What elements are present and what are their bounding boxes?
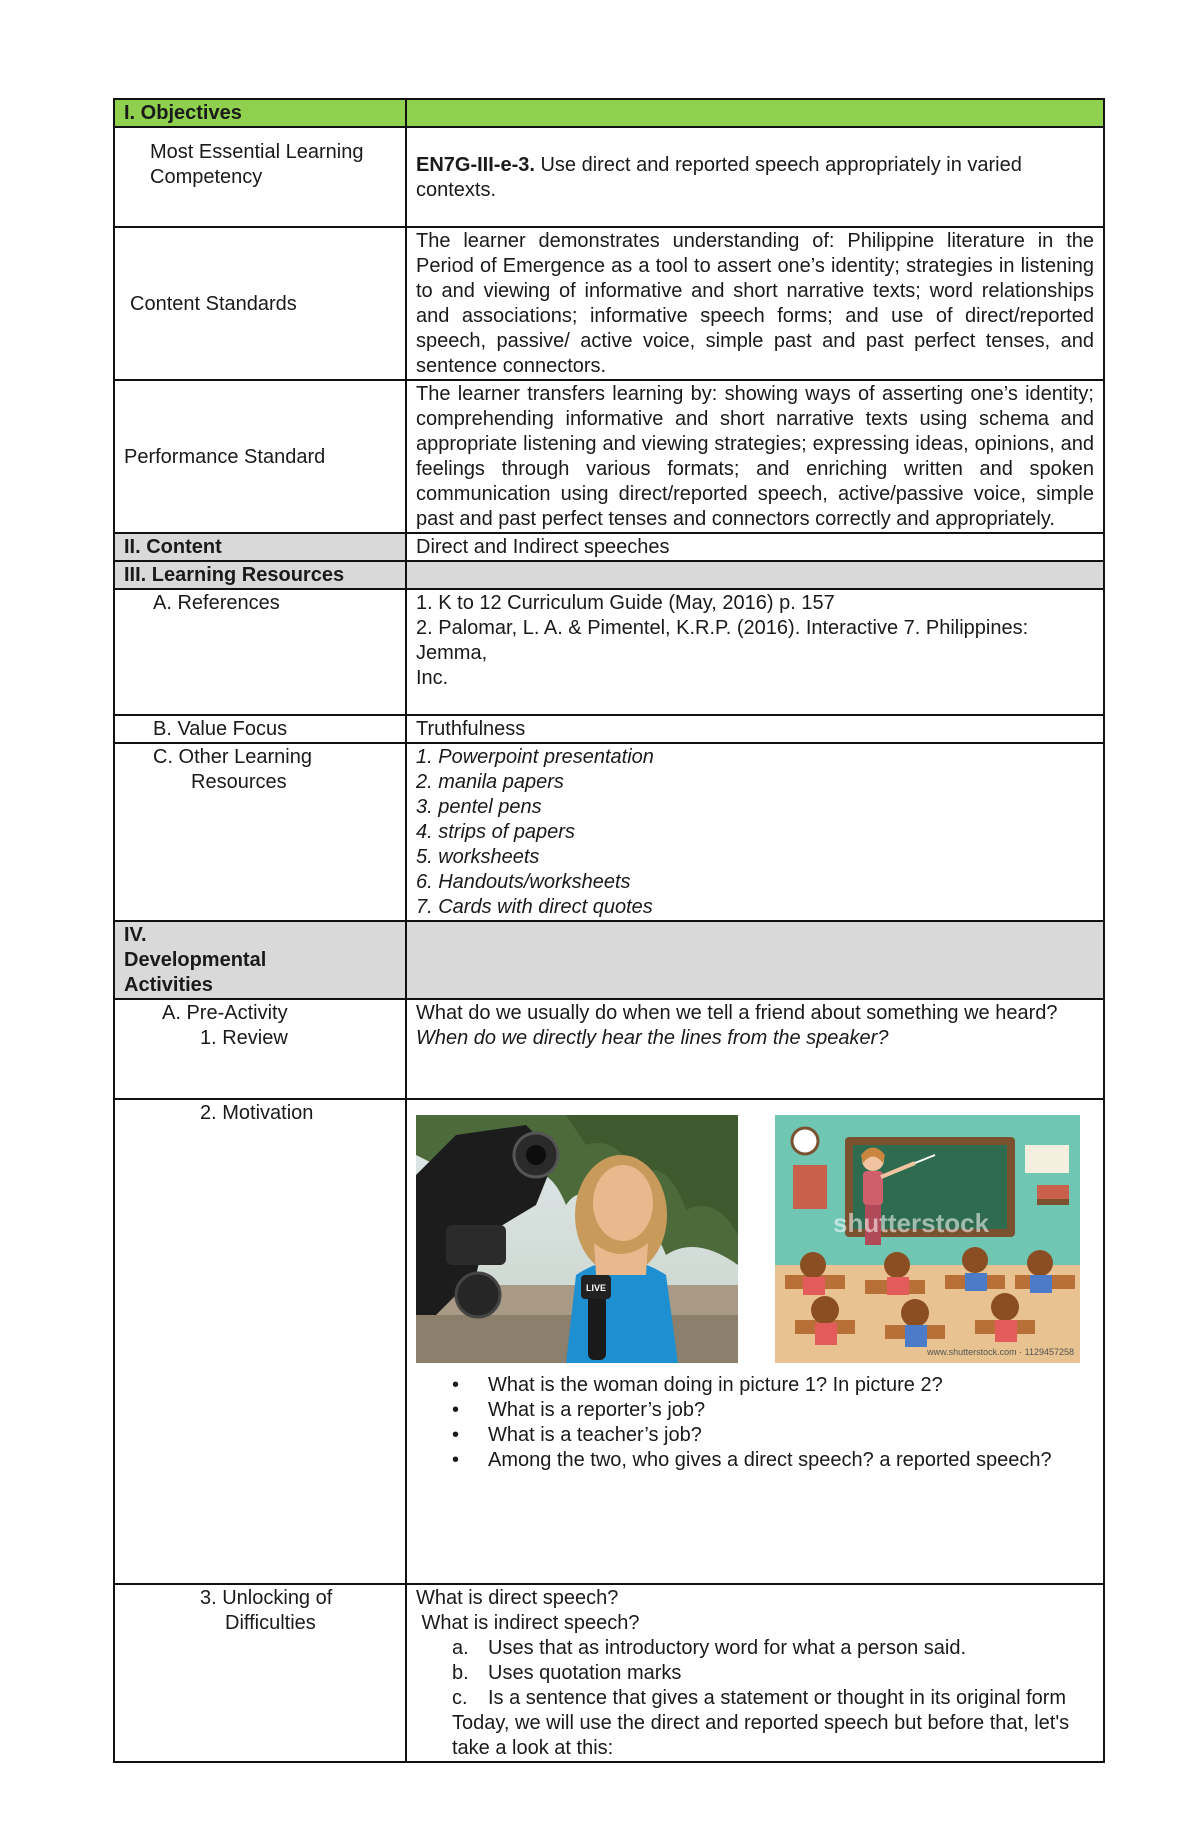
- motivation-questions: [416, 1373, 1094, 1473]
- reference-item: 2. Palomar, L. A. & Pimentel, K.R.P. (2016). Interactive 7. Philippines: Jemma,: [416, 617, 1029, 664]
- list-item: 1. Powerpoint presentation: [416, 746, 654, 768]
- reporter-picture: [416, 1115, 738, 1363]
- classroom-picture: [775, 1115, 1080, 1363]
- live-tag: LIVE: [586, 1283, 607, 1293]
- unlocking-label-2: Difficulties: [225, 1612, 316, 1634]
- melc-row: [114, 127, 1104, 227]
- performance-standard-row: [114, 380, 1104, 533]
- list-item: b. Uses quotation marks: [452, 1662, 682, 1684]
- performance-standard-label: Performance Standard: [114, 380, 406, 533]
- unlocking-label: 3. Unlocking of: [200, 1587, 333, 1609]
- performance-standard-text: The learner transfers learning by: showing ways of asserting one’s identity; comprehending informative and short narrative texts using schema and appropriate listening and viewing strategies; expressing ideas, opinions, and feelings through various formats; and enriching written and spoken communication using direct/reported speech, active/passive voice, simple past and past perfect tenses and connectors correctly and appropriately.: [406, 380, 1104, 533]
- melc-code: EN7G-III-e-3.: [416, 153, 535, 176]
- list-item: c. Is a sentence that gives a statement or thought in its original form: [452, 1687, 1067, 1709]
- references-row: [114, 589, 1104, 715]
- value-focus-row: [114, 715, 1104, 743]
- shutterstock-watermark: shutterstock: [833, 1208, 990, 1238]
- unlocking-options: [416, 1636, 1094, 1711]
- list-item: • What is a teacher’s job?: [452, 1423, 1094, 1448]
- other-resources-label-2: Resources: [191, 771, 287, 793]
- objectives-header-row: [114, 99, 1104, 127]
- value-focus-text: Truthfulness: [406, 715, 1104, 743]
- unlocking-row: [114, 1584, 1104, 1762]
- objectives-header: I. Objectives: [114, 99, 406, 127]
- unlocking-closing: Today, we will use the direct and reported speech but before that, let's take a look at this:: [452, 1712, 1070, 1759]
- review-label: 1. Review: [200, 1027, 288, 1049]
- list-item: 3. pentel pens: [416, 796, 542, 818]
- content-text: Direct and Indirect speeches: [406, 533, 1104, 561]
- motivation-label: 2. Motivation: [114, 1099, 406, 1584]
- content-row: [114, 533, 1104, 561]
- classroom-illustration: [775, 1115, 1080, 1363]
- list-item: 7. Cards with direct quotes: [416, 896, 653, 918]
- list-item: • What is the woman doing in picture 1? In picture 2?: [452, 1373, 1094, 1398]
- resources-header: III. Learning Resources: [114, 561, 406, 589]
- list-item: 2. manila papers: [416, 771, 564, 793]
- references-label: A. References: [114, 589, 406, 715]
- melc-text: Use direct and reported speech appropriately in varied contexts.: [416, 153, 1022, 201]
- reference-item: 1. K to 12 Curriculum Guide (May, 2016) p. 157: [416, 592, 835, 614]
- image-caption: www.shutterstock.com · 1129457258: [927, 1347, 1074, 1357]
- lesson-plan-table: [113, 98, 1105, 1763]
- review-question-italic: When do we directly hear the lines from the speaker?: [416, 1027, 889, 1049]
- activities-header-row: [114, 921, 1104, 999]
- review-question: What do we usually do when we tell a friend about something we heard?: [416, 1002, 1058, 1024]
- activities-header: IV. Developmental Activities: [114, 921, 406, 999]
- list-item: • Among the two, who gives a direct speech? a reported speech?: [452, 1448, 1094, 1473]
- list-item: • What is a reporter’s job?: [452, 1398, 1094, 1423]
- motivation-row: [114, 1099, 1104, 1584]
- motivation-pictures: [416, 1101, 1094, 1373]
- list-item: 5. worksheets: [416, 846, 540, 868]
- value-focus-label: B. Value Focus: [114, 715, 406, 743]
- unlocking-question: What is direct speech?: [416, 1587, 619, 1609]
- content-standards-text: The learner demonstrates understanding of: Philippine literature in the Period of Emergence as a tool to assert one’s identity; strategies in listening to and viewing of informative and short narrative texts; word relationships and associations; informative speech forms; and use of direct/reported speech, passive/ active voice, simple past and past perfect tenses, and sentence connectors.: [406, 227, 1104, 380]
- list-item: 6. Handouts/worksheets: [416, 871, 631, 893]
- content-standards-label: Content Standards: [114, 227, 406, 380]
- review-row: [114, 999, 1104, 1099]
- melc-label: Most Essential Learning Competency: [150, 141, 364, 188]
- pre-activity-label: A. Pre-Activity: [162, 1002, 288, 1024]
- list-item: 4. strips of papers: [416, 821, 575, 843]
- other-resources-label: C. Other Learning: [153, 746, 312, 768]
- resources-header-row: [114, 561, 1104, 589]
- reporter-illustration: [416, 1115, 738, 1363]
- content-header: II. Content: [114, 533, 406, 561]
- list-item: a. Uses that as introductory word for what a person said.: [452, 1637, 967, 1659]
- content-standards-row: [114, 227, 1104, 380]
- other-resources-row: [114, 743, 1104, 921]
- reference-item: Inc.: [416, 667, 449, 689]
- unlocking-question: What is indirect speech?: [416, 1612, 640, 1634]
